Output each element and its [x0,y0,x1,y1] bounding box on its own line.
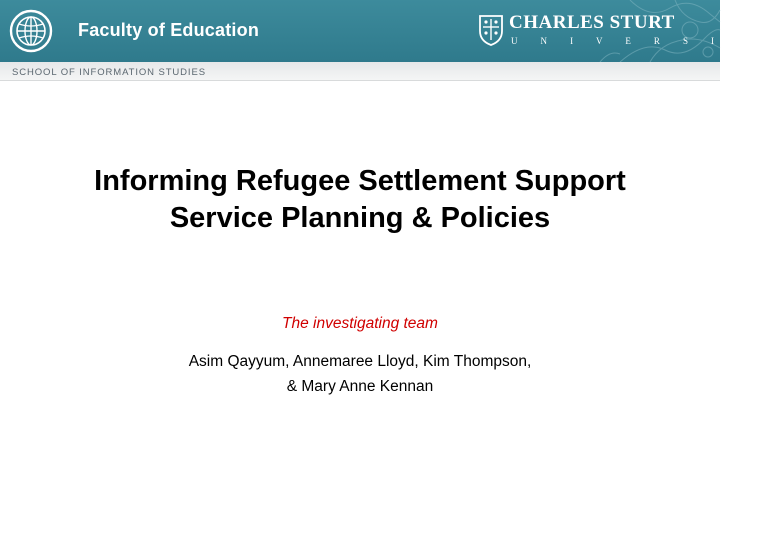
school-label: SCHOOL OF INFORMATION STUDIES [12,67,206,78]
university-subtitle: U N I V E R S I T Y [511,36,782,46]
header-band [0,0,782,62]
globe-icon [9,9,53,53]
team-label: The investigating team [282,315,438,332]
authors-line-1: Asim Qayyum, Annemaree Lloyd, Kim Thompson, [188,353,532,370]
crest-icon [478,13,504,47]
author-list [0,349,720,399]
school-bar [0,62,720,81]
slide-title-line-1: Informing Refugee Settlement Support [94,165,626,197]
slide-title [0,163,720,237]
faculty-name: Faculty of Education [78,20,260,40]
slide-title-line-2: Service Planning & Policies [169,202,551,234]
authors-line-2: & Mary Anne Kennan [286,378,434,395]
university-name: CHARLES STURT [509,12,675,33]
